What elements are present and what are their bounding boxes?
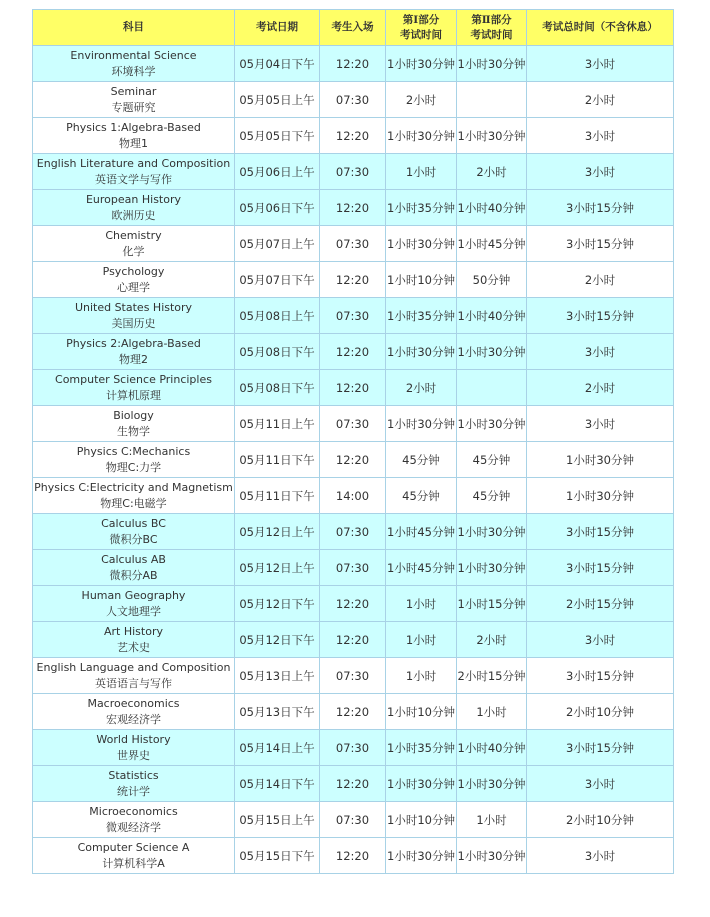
subject-en: Seminar bbox=[110, 84, 157, 98]
part2-time-cell: 1小时30分钟 bbox=[457, 550, 527, 586]
part1-time-cell: 2小时 bbox=[386, 370, 457, 406]
total-time-cell: 2小时 bbox=[527, 82, 674, 118]
subject-en: Physics C:Mechanics bbox=[76, 444, 191, 458]
subject-en: Physics 2:Algebra-Based bbox=[66, 336, 201, 350]
entry-time-cell: 12:20 bbox=[320, 370, 386, 406]
part2-time-cell: 1小时 bbox=[457, 802, 527, 838]
subject-en: Chemistry bbox=[105, 228, 162, 242]
exam-date-cell: 05月08日下午 bbox=[235, 370, 320, 406]
exam-date-cell: 05月07日上午 bbox=[235, 226, 320, 262]
part1-time-cell: 1小时 bbox=[386, 586, 457, 622]
subject-cell bbox=[33, 694, 235, 730]
entry-time-cell: 12:20 bbox=[320, 442, 386, 478]
table-row bbox=[33, 550, 674, 586]
part2-time-cell: 45分钟 bbox=[457, 442, 527, 478]
table-row bbox=[33, 82, 674, 118]
table-row bbox=[33, 226, 674, 262]
subject-cell bbox=[33, 838, 235, 874]
part2-time-cell: 50分钟 bbox=[457, 262, 527, 298]
table-row bbox=[33, 370, 674, 406]
total-time-cell: 3小时15分钟 bbox=[527, 298, 674, 334]
entry-time-cell: 12:20 bbox=[320, 46, 386, 82]
part1-time-cell: 1小时30分钟 bbox=[386, 334, 457, 370]
subject-cell bbox=[33, 622, 235, 658]
part2-time-cell: 1小时40分钟 bbox=[457, 298, 527, 334]
total-time-cell: 3小时15分钟 bbox=[527, 730, 674, 766]
subject-cell bbox=[33, 478, 235, 514]
exam-date-cell: 05月13日上午 bbox=[235, 658, 320, 694]
entry-time-cell: 07:30 bbox=[320, 406, 386, 442]
exam-date-cell: 05月04日下午 bbox=[235, 46, 320, 82]
part1-time-cell: 45分钟 bbox=[386, 478, 457, 514]
part2-time-cell: 45分钟 bbox=[457, 478, 527, 514]
subject-en: Biology bbox=[113, 408, 154, 422]
subject-en: Calculus BC bbox=[101, 516, 166, 530]
subject-zh: 物理C:力学 bbox=[105, 460, 162, 474]
exam-date-cell: 05月11日下午 bbox=[235, 478, 320, 514]
total-time-cell: 3小时15分钟 bbox=[527, 550, 674, 586]
table-row bbox=[33, 442, 674, 478]
part2-time-cell: 1小时40分钟 bbox=[457, 190, 527, 226]
subject-zh: 宏观经济学 bbox=[106, 712, 161, 726]
table-row bbox=[33, 694, 674, 730]
total-time-cell: 2小时15分钟 bbox=[527, 586, 674, 622]
total-time-cell: 3小时 bbox=[527, 118, 674, 154]
entry-time-cell: 07:30 bbox=[320, 82, 386, 118]
entry-time-cell: 12:20 bbox=[320, 622, 386, 658]
exam-date-cell: 05月12日下午 bbox=[235, 586, 320, 622]
table-row bbox=[33, 766, 674, 802]
total-time-cell: 3小时 bbox=[527, 46, 674, 82]
entry-time-cell: 07:30 bbox=[320, 802, 386, 838]
subject-cell bbox=[33, 262, 235, 298]
table-row bbox=[33, 118, 674, 154]
subject-cell bbox=[33, 82, 235, 118]
total-time-cell: 2小时 bbox=[527, 262, 674, 298]
part1-time-cell: 1小时10分钟 bbox=[386, 694, 457, 730]
subject-zh: 统计学 bbox=[117, 784, 150, 798]
subject-cell bbox=[33, 370, 235, 406]
exam-date-cell: 05月15日下午 bbox=[235, 838, 320, 874]
part2-time-cell: 1小时30分钟 bbox=[457, 514, 527, 550]
part2-time-cell: 1小时30分钟 bbox=[457, 334, 527, 370]
entry-time-cell: 12:20 bbox=[320, 586, 386, 622]
subject-en: Art History bbox=[104, 624, 163, 638]
subject-zh: 生物学 bbox=[117, 424, 150, 438]
part2-time-cell: 1小时30分钟 bbox=[457, 46, 527, 82]
table-row bbox=[33, 622, 674, 658]
subject-cell bbox=[33, 514, 235, 550]
exam-date-cell: 05月11日下午 bbox=[235, 442, 320, 478]
entry-time-cell: 12:20 bbox=[320, 118, 386, 154]
subject-en: Human Geography bbox=[81, 588, 186, 602]
subject-zh: 计算机原理 bbox=[106, 388, 161, 402]
part2-time-cell: 2小时 bbox=[457, 622, 527, 658]
entry-time-cell: 12:20 bbox=[320, 766, 386, 802]
part2-time-cell: 1小时45分钟 bbox=[457, 226, 527, 262]
part2-time-cell: 1小时30分钟 bbox=[457, 766, 527, 802]
subject-zh: 物理C:电磁学 bbox=[100, 496, 167, 510]
subject-zh: 英语文学与写作 bbox=[95, 172, 172, 186]
table-row bbox=[33, 730, 674, 766]
subject-zh: 人文地理学 bbox=[106, 604, 161, 618]
subject-zh: 微积分AB bbox=[109, 568, 158, 582]
entry-time-cell: 07:30 bbox=[320, 730, 386, 766]
subject-cell bbox=[33, 442, 235, 478]
subject-cell bbox=[33, 118, 235, 154]
total-time-cell: 3小时15分钟 bbox=[527, 190, 674, 226]
exam-date-cell: 05月14日下午 bbox=[235, 766, 320, 802]
table-row bbox=[33, 46, 674, 82]
subject-zh: 欧洲历史 bbox=[111, 208, 156, 222]
header-part2-line2: 考试时间 bbox=[470, 28, 513, 41]
part2-time-cell bbox=[457, 370, 527, 406]
subject-en: Computer Science Principles bbox=[55, 372, 212, 386]
total-time-cell: 3小时 bbox=[527, 766, 674, 802]
subject-en: European History bbox=[85, 192, 182, 206]
subject-zh: 计算机科学A bbox=[102, 856, 165, 870]
part2-time-cell: 1小时30分钟 bbox=[457, 118, 527, 154]
table-row bbox=[33, 802, 674, 838]
exam-date-cell: 05月13日下午 bbox=[235, 694, 320, 730]
exam-date-cell: 05月06日下午 bbox=[235, 190, 320, 226]
total-time-cell: 2小时10分钟 bbox=[527, 694, 674, 730]
part2-time-cell: 1小时15分钟 bbox=[457, 586, 527, 622]
part1-time-cell: 1小时30分钟 bbox=[386, 46, 457, 82]
total-time-cell: 3小时15分钟 bbox=[527, 658, 674, 694]
part1-time-cell: 1小时35分钟 bbox=[386, 190, 457, 226]
subject-en: Macroeconomics bbox=[87, 696, 180, 710]
table-row bbox=[33, 154, 674, 190]
part1-time-cell: 1小时45分钟 bbox=[386, 514, 457, 550]
header-part1-line1: 第Ⅰ部分 bbox=[402, 13, 440, 26]
entry-time-cell: 07:30 bbox=[320, 514, 386, 550]
total-time-cell: 3小时 bbox=[527, 838, 674, 874]
subject-cell bbox=[33, 334, 235, 370]
subject-cell bbox=[33, 586, 235, 622]
subject-cell bbox=[33, 802, 235, 838]
header-subject: 科目 bbox=[33, 10, 235, 46]
subject-en: United States History bbox=[74, 300, 193, 314]
part1-time-cell: 1小时35分钟 bbox=[386, 298, 457, 334]
subject-en: World History bbox=[96, 732, 171, 746]
part2-time-cell: 1小时40分钟 bbox=[457, 730, 527, 766]
part2-time-cell: 1小时30分钟 bbox=[457, 838, 527, 874]
subject-zh: 艺术史 bbox=[117, 640, 150, 654]
subject-cell bbox=[33, 406, 235, 442]
total-time-cell: 3小时15分钟 bbox=[527, 226, 674, 262]
entry-time-cell: 07:30 bbox=[320, 226, 386, 262]
exam-date-cell: 05月12日上午 bbox=[235, 550, 320, 586]
exam-date-cell: 05月05日上午 bbox=[235, 82, 320, 118]
part1-time-cell: 45分钟 bbox=[386, 442, 457, 478]
entry-time-cell: 12:20 bbox=[320, 262, 386, 298]
subject-zh: 专题研究 bbox=[111, 100, 156, 114]
entry-time-cell: 12:20 bbox=[320, 838, 386, 874]
table-row bbox=[33, 406, 674, 442]
part2-time-cell: 1小时 bbox=[457, 694, 527, 730]
header-total-time: 考试总时间（不含休息） bbox=[527, 10, 674, 46]
subject-cell bbox=[33, 46, 235, 82]
total-time-cell: 1小时30分钟 bbox=[527, 442, 674, 478]
part2-time-cell bbox=[457, 82, 527, 118]
exam-date-cell: 05月11日上午 bbox=[235, 406, 320, 442]
subject-en: English Language and Composition bbox=[36, 660, 231, 674]
part1-time-cell: 1小时10分钟 bbox=[386, 802, 457, 838]
header-entry-time: 考生入场 bbox=[320, 10, 386, 46]
subject-zh: 美国历史 bbox=[111, 316, 156, 330]
subject-en: Environmental Science bbox=[70, 48, 197, 62]
subject-zh: 微积分BC bbox=[109, 532, 158, 546]
subject-cell bbox=[33, 190, 235, 226]
part1-time-cell: 1小时 bbox=[386, 154, 457, 190]
total-time-cell: 1小时30分钟 bbox=[527, 478, 674, 514]
part1-time-cell: 1小时10分钟 bbox=[386, 262, 457, 298]
header-part1-line2: 考试时间 bbox=[400, 28, 442, 41]
subject-cell bbox=[33, 154, 235, 190]
subject-en: Physics 1:Algebra-Based bbox=[66, 120, 201, 134]
part1-time-cell: 1小时30分钟 bbox=[386, 226, 457, 262]
entry-time-cell: 14:00 bbox=[320, 478, 386, 514]
subject-zh: 心理学 bbox=[117, 280, 150, 294]
subject-en: Calculus AB bbox=[101, 552, 166, 566]
header-part2-line1: 第Ⅱ部分 bbox=[471, 13, 512, 26]
subject-cell bbox=[33, 298, 235, 334]
part2-time-cell: 1小时30分钟 bbox=[457, 406, 527, 442]
subject-en: Statistics bbox=[108, 768, 159, 782]
entry-time-cell: 12:20 bbox=[320, 190, 386, 226]
total-time-cell: 2小时 bbox=[527, 370, 674, 406]
table-row bbox=[33, 262, 674, 298]
header-row bbox=[33, 10, 674, 46]
table-row bbox=[33, 298, 674, 334]
entry-time-cell: 07:30 bbox=[320, 154, 386, 190]
table-row bbox=[33, 838, 674, 874]
exam-date-cell: 05月06日上午 bbox=[235, 154, 320, 190]
subject-zh: 物理2 bbox=[119, 352, 148, 366]
subject-en: Psychology bbox=[102, 264, 165, 278]
total-time-cell: 3小时 bbox=[527, 622, 674, 658]
part2-time-cell: 2小时15分钟 bbox=[457, 658, 527, 694]
exam-date-cell: 05月14日上午 bbox=[235, 730, 320, 766]
exam-schedule-table bbox=[32, 9, 674, 874]
part1-time-cell: 1小时45分钟 bbox=[386, 550, 457, 586]
subject-zh: 化学 bbox=[122, 244, 145, 258]
part1-time-cell: 1小时 bbox=[386, 622, 457, 658]
subject-cell bbox=[33, 730, 235, 766]
part1-time-cell: 1小时30分钟 bbox=[386, 838, 457, 874]
total-time-cell: 3小时 bbox=[527, 406, 674, 442]
part1-time-cell: 1小时 bbox=[386, 658, 457, 694]
entry-time-cell: 07:30 bbox=[320, 550, 386, 586]
subject-zh: 物理1 bbox=[119, 136, 148, 150]
table-row bbox=[33, 658, 674, 694]
exam-date-cell: 05月08日下午 bbox=[235, 334, 320, 370]
part1-time-cell: 1小时30分钟 bbox=[386, 118, 457, 154]
exam-date-cell: 05月05日下午 bbox=[235, 118, 320, 154]
table-row bbox=[33, 514, 674, 550]
entry-time-cell: 12:20 bbox=[320, 694, 386, 730]
total-time-cell: 2小时10分钟 bbox=[527, 802, 674, 838]
exam-date-cell: 05月08日上午 bbox=[235, 298, 320, 334]
table-row bbox=[33, 586, 674, 622]
table-row bbox=[33, 334, 674, 370]
entry-time-cell: 07:30 bbox=[320, 298, 386, 334]
subject-cell bbox=[33, 766, 235, 802]
subject-zh: 世界史 bbox=[117, 748, 150, 762]
total-time-cell: 3小时 bbox=[527, 154, 674, 190]
total-time-cell: 3小时15分钟 bbox=[527, 514, 674, 550]
subject-zh: 微观经济学 bbox=[106, 820, 161, 834]
subject-cell bbox=[33, 226, 235, 262]
exam-date-cell: 05月07日下午 bbox=[235, 262, 320, 298]
subject-en: English Literature and Composition bbox=[36, 156, 231, 170]
header-part1 bbox=[386, 10, 457, 46]
subject-en: Computer Science A bbox=[77, 840, 190, 854]
part1-time-cell: 1小时35分钟 bbox=[386, 730, 457, 766]
subject-cell bbox=[33, 550, 235, 586]
exam-date-cell: 05月12日下午 bbox=[235, 622, 320, 658]
exam-date-cell: 05月12日上午 bbox=[235, 514, 320, 550]
part1-time-cell: 2小时 bbox=[386, 82, 457, 118]
exam-date-cell: 05月15日上午 bbox=[235, 802, 320, 838]
part2-time-cell: 2小时 bbox=[457, 154, 527, 190]
part1-time-cell: 1小时30分钟 bbox=[386, 766, 457, 802]
subject-zh: 英语语言与写作 bbox=[95, 676, 172, 690]
entry-time-cell: 07:30 bbox=[320, 658, 386, 694]
header-exam-date: 考试日期 bbox=[235, 10, 320, 46]
subject-zh: 环境科学 bbox=[111, 64, 156, 78]
subject-cell bbox=[33, 658, 235, 694]
part1-time-cell: 1小时30分钟 bbox=[386, 406, 457, 442]
subject-en: Microeconomics bbox=[89, 804, 178, 818]
table-row bbox=[33, 478, 674, 514]
header-part2 bbox=[457, 10, 527, 46]
subject-en: Physics C:Electricity and Magnetism bbox=[34, 480, 233, 494]
entry-time-cell: 12:20 bbox=[320, 334, 386, 370]
table-row bbox=[33, 190, 674, 226]
total-time-cell: 3小时 bbox=[527, 334, 674, 370]
